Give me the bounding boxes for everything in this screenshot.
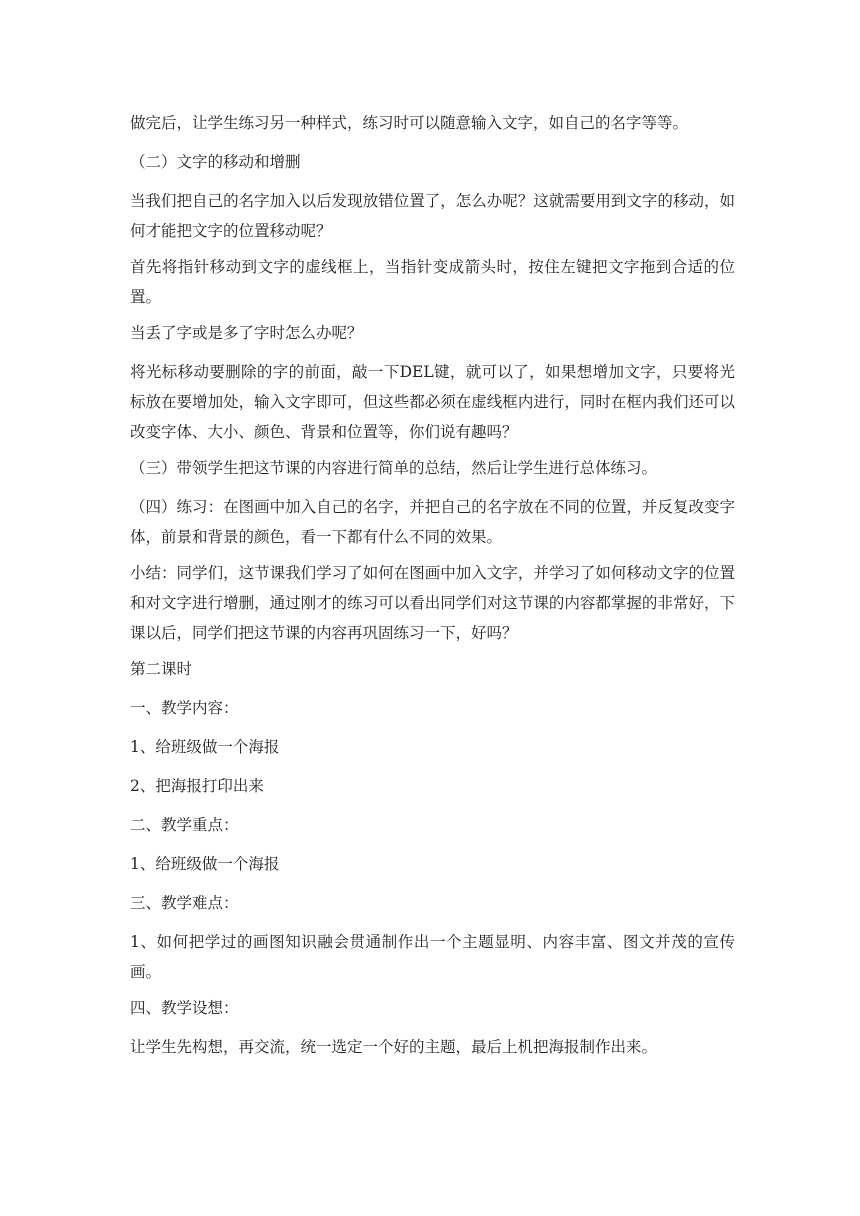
paragraph: 当丢了字或是多了字时怎么办呢？ bbox=[130, 324, 363, 342]
paragraph: 做完后，让学生练习另一种样式，练习时可以随意输入文字，如自己的名字等等。 bbox=[130, 114, 689, 132]
list-item: 2、把海报打印出来 bbox=[130, 777, 264, 795]
paragraph: 让学生先构想，再交流，统一选定一个好的主题，最后上机把海报制作出来。 bbox=[130, 1038, 658, 1056]
list-item: 1、给班级做一个海报 bbox=[130, 738, 280, 756]
paragraph: 小结：同学们，这节课我们学习了如何在图画中加入文字，并学习了如何移动文字的位置和对文字进行增删，通过刚才的练习可以看出同学们对这节课的内容都掌握的非常好，下课以后，同学们把这节课的内容再巩固练习一下，好吗？ bbox=[130, 564, 735, 642]
section-heading: （四）练习：在图画中加入自己的名字，并把自己的名字放在不同的位置，并反复改变字体，前景和背景的颜色，看一下都有什么不同的效果。 bbox=[130, 498, 735, 546]
section-heading: （三）带领学生把这节课的内容进行简单的总结，然后让学生进行总体练习。 bbox=[130, 459, 658, 477]
section-heading: 一、教学内容： bbox=[130, 699, 239, 717]
section-heading: 二、教学重点： bbox=[130, 816, 239, 834]
list-item: 1、给班级做一个海报 bbox=[130, 855, 280, 873]
lesson-title: 第二课时 bbox=[130, 660, 193, 678]
paragraph: 当我们把自己的名字加入以后发现放错位置了，怎么办呢？这就需要用到文字的移动，如何才能把文字的位置移动呢？ bbox=[130, 192, 735, 240]
list-item: 1、如何把学过的画图知识融会贯通制作出一个主题显明、内容丰富、图文并茂的宣传画。 bbox=[130, 933, 735, 981]
section-heading: （二）文字的移动和增删 bbox=[130, 153, 301, 171]
paragraph: 将光标移动要删除的字的前面，敲一下DEL键，就可以了，如果想增加文字，只要将光标放在要增加处，输入文字即可，但这些都必须在虚线框内进行，同时在框内我们还可以改变字体、大小、颜色、背景和位置等，你们说有趣吗？ bbox=[130, 363, 735, 441]
section-heading: 三、教学难点： bbox=[130, 894, 239, 912]
document-body bbox=[130, 108, 735, 1071]
section-heading: 四、教学设想： bbox=[130, 999, 239, 1017]
paragraph: 首先将指针移动到文字的虚线框上，当指针变成箭头时，按住左键把文字拖到合适的位置。 bbox=[130, 258, 735, 306]
